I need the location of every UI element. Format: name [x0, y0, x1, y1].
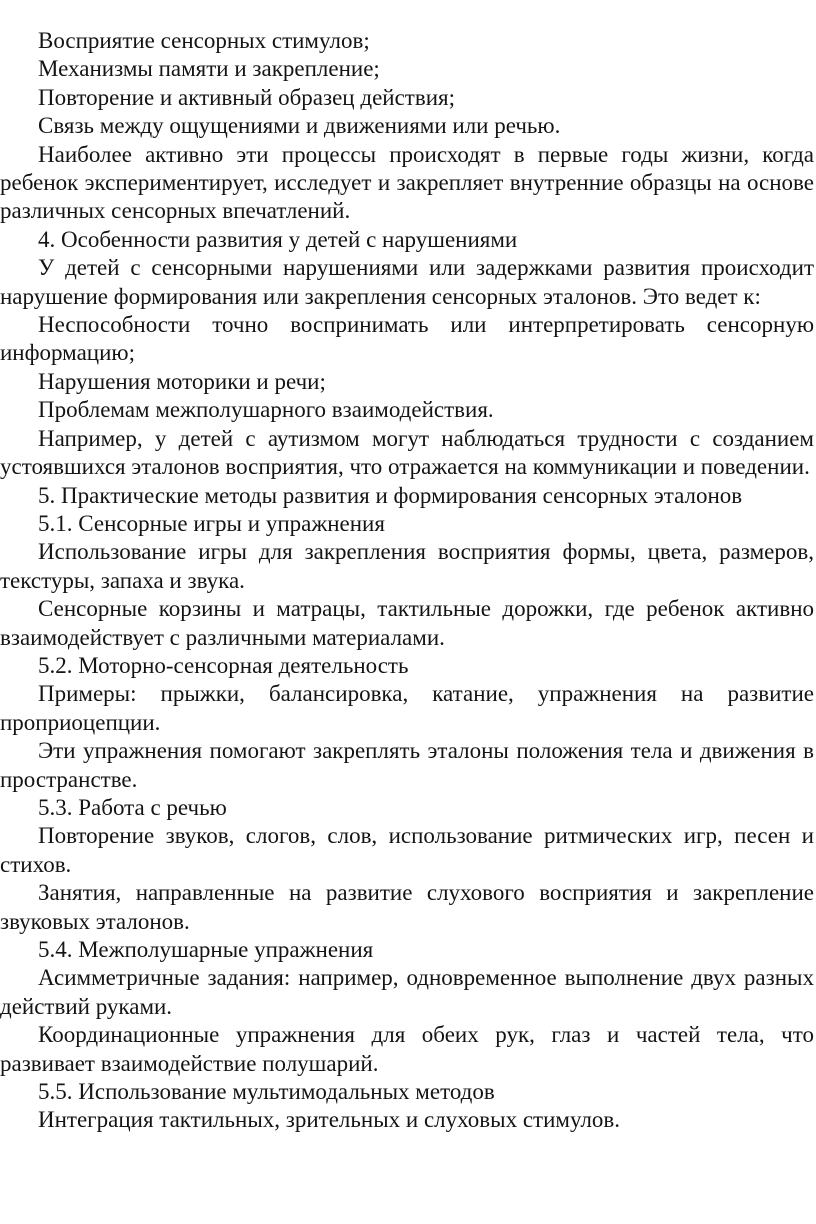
paragraph: Эти упражнения помогают закреплять эталоны положения тела и движения в пространстве. [0, 738, 814, 792]
list-item: Неспособности точно воспринимать или интерпретировать сенсорную информацию; [0, 312, 814, 366]
paragraph: У детей с сенсорными нарушениями или задержками развития происходит нарушение формирования или закрепления сенсорных эталонов. Это ведет к: [0, 255, 814, 309]
subsection-heading: 5.3. Работа с речью [38, 794, 227, 820]
paragraph: Повторение звуков, слогов, слов, использование ритмических игр, песен и стихов. [0, 823, 814, 877]
subsection-heading: 5.5. Использование мультимодальных методов [38, 1079, 495, 1105]
paragraph: Примеры: прыжки, балансировка, катание, упражнения на развитие проприоцепции. [0, 681, 814, 735]
list-item: Восприятие сенсорных стимулов; [38, 28, 370, 53]
paragraph: Например, у детей с аутизмом могут наблюдаться трудности с созданием устоявшихся эталонов восприятия, что отражается на коммуникации и поведении. [0, 425, 814, 480]
list-item: Повторение и активный образец действия; [38, 84, 455, 110]
paragraph: Наиболее активно эти процессы происходят в первые годы жизни, когда ребенок экспериментирует, исследует и закрепляет внутренние образцы на основе различных сенсорных впечатлений. [0, 141, 814, 224]
paragraph: Сенсорные корзины и матрацы, тактильные дорожки, где ребенок активно взаимодействует с различными материалами. [0, 596, 814, 650]
paragraph: Интеграция тактильных, зрительных и слуховых стимулов. [38, 1107, 621, 1133]
section-heading: 4. Особенности развития у детей с нарушениями [38, 226, 518, 252]
paragraph: Использование игры для закрепления восприятия формы, цвета, размеров, текстуры, запаха и звука. [0, 539, 814, 593]
section-heading: 5. Практические методы развития и формирования сенсорных эталонов [38, 482, 743, 508]
subsection-heading: 5.2. Моторно-сенсорная деятельность [38, 652, 409, 678]
list-item: Нарушения моторики и речи; [38, 368, 326, 394]
subsection-heading: 5.4. Межполушарные упражнения [38, 937, 374, 962]
paragraph: Занятия, направленные на развитие слухового восприятия и закрепление звуковых эталонов. [0, 880, 814, 934]
list-item: Связь между ощущениями и движениями или речью. [38, 113, 561, 139]
list-item: Проблемам межполушарного взаимодействия. [38, 397, 494, 423]
paragraph: Асимметричные задания: например, одновременное выполнение двух разных действий руками. [0, 965, 814, 1019]
paragraph: Координационные упражнения для обеих рук, глаз и частей тела, что развивает взаимодействие полушарий. [0, 1022, 814, 1076]
list-item: Механизмы памяти и закрепление; [38, 56, 380, 82]
subsection-heading: 5.1. Сенсорные игры и упражнения [38, 510, 385, 536]
